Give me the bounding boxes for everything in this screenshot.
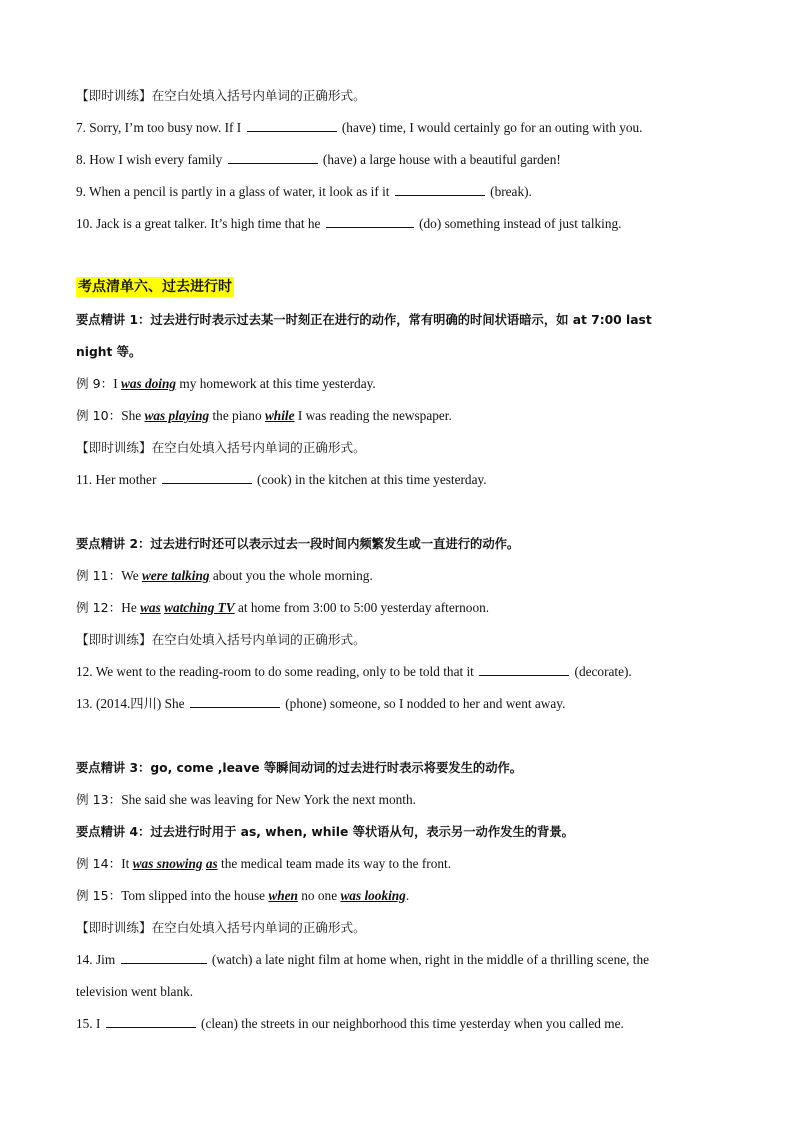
example-12 — [76, 599, 734, 617]
q12-text: 12. We went to the reading-room to do some reading, only to be told that it — [76, 664, 474, 679]
ex13-text: She said she was leaving for New York the next month. — [121, 792, 416, 807]
ex10-pre: She — [121, 408, 142, 423]
q15-text: 15. I — [76, 1016, 101, 1031]
ex13-label: 例 13： — [76, 792, 122, 807]
q13-hint: (phone) someone, so I nodded to her and went away. — [285, 696, 566, 711]
ex10-label: 例 10： — [76, 408, 122, 423]
question-8 — [76, 151, 734, 169]
q8-blank[interactable] — [228, 151, 318, 164]
key-point-1-cont: night 等。 — [76, 345, 142, 359]
q12-blank[interactable] — [479, 663, 569, 676]
question-15 — [76, 1015, 734, 1033]
ex10-emphasis-2: while — [264, 408, 295, 423]
key-point-4: 要点精讲 4：过去进行时用于 as, when, while 等状语从句，表示另一动作发生的背景。 — [76, 825, 574, 839]
ex14-emphasis-2: as — [205, 856, 218, 871]
ex9-label: 例 9： — [76, 376, 114, 391]
question-9 — [76, 183, 734, 201]
key-point-3: 要点精讲 3：go, come ,leave 等瞬间动词的过去进行时表示将要发生的动作。 — [76, 761, 523, 775]
ex11-post: about you the whole morning. — [212, 568, 373, 583]
ex12-emphasis-2: watching TV — [164, 600, 235, 615]
example-15 — [76, 887, 734, 905]
q9-hint: (break). — [490, 184, 532, 199]
practice-label-2: 【即时训练】在空白处填入括号内单词的正确形式。 — [76, 440, 366, 455]
q13-text: 13. (2014.四川) She — [76, 696, 185, 711]
q11-text: 11. Her mother — [76, 472, 157, 487]
ex12-emphasis: was — [140, 600, 161, 615]
example-10 — [76, 407, 734, 425]
q15-blank[interactable] — [106, 1015, 196, 1028]
section-title-line — [76, 278, 734, 296]
ex9-post: my homework at this time yesterday. — [179, 376, 376, 391]
ex9-pre: I — [113, 376, 118, 391]
q10-blank[interactable] — [326, 215, 414, 228]
q11-blank[interactable] — [162, 471, 252, 484]
question-13 — [76, 695, 734, 713]
ex11-label: 例 11： — [76, 568, 122, 583]
practice-label-3: 【即时训练】在空白处填入括号内单词的正确形式。 — [76, 632, 366, 647]
q7-hint: (have) time, I would certainly go for an outing with you. — [341, 120, 643, 135]
ex9-emphasis: was doing — [120, 376, 177, 391]
ex11-emphasis: were talking — [141, 568, 210, 583]
question-12 — [76, 663, 734, 681]
q14-blank[interactable] — [121, 951, 207, 964]
q9-text: 9. When a pencil is partly in a glass of water, it look as if it — [76, 184, 390, 199]
q9-blank[interactable] — [395, 183, 485, 196]
question-11 — [76, 471, 734, 489]
question-10 — [76, 215, 734, 233]
ex12-label: 例 12： — [76, 600, 122, 615]
ex12-post: at home from 3:00 to 5:00 yesterday afternoon. — [237, 600, 490, 615]
q8-hint: (have) a large house with a beautiful garden! — [322, 152, 561, 167]
q14-hint: (watch) a late night film at home when, right in the middle of a thrilling scene, the — [211, 952, 650, 967]
ex14-post: the medical team made its way to the front. — [221, 856, 452, 871]
ex14-emphasis: was snowing — [132, 856, 203, 871]
ex10-emphasis: was playing — [144, 408, 210, 423]
q15-hint: (clean) the streets in our neighborhood this time yesterday when you called me. — [201, 1016, 624, 1031]
q7-blank[interactable] — [247, 119, 337, 132]
q14-text: 14. Jim — [76, 952, 116, 967]
example-14 — [76, 855, 734, 873]
q8-text: 8. How I wish every family — [76, 152, 223, 167]
ex15-emphasis-2: was looking — [340, 888, 406, 903]
question-7 — [76, 119, 734, 137]
ex14-label: 例 14： — [76, 856, 122, 871]
ex15-pre: Tom slipped into the house — [121, 888, 266, 903]
ex14-pre: It — [121, 856, 130, 871]
question-14-cont: television went blank. — [76, 984, 194, 999]
key-point-1: 要点精讲 1：过去进行时表示过去某一时刻正在进行的动作，常有明确的时间状语暗示，如 at 7:00 last — [76, 313, 652, 327]
q10-hint: (do) something instead of just talking. — [419, 216, 622, 231]
ex10-post: I was reading the newspaper. — [297, 408, 452, 423]
example-11 — [76, 567, 734, 585]
example-13 — [76, 791, 734, 809]
ex15-label: 例 15： — [76, 888, 122, 903]
section-title: 考点清单六、过去进行时 — [78, 279, 232, 295]
question-14 — [76, 951, 734, 969]
q13-blank[interactable] — [190, 695, 280, 708]
practice-label-1: 【即时训练】在空白处填入括号内单词的正确形式。 — [76, 88, 366, 103]
ex11-pre: We — [121, 568, 139, 583]
ex15-emphasis: when — [268, 888, 298, 903]
q10-text: 10. Jack is a great talker. It’s high time that he — [76, 216, 321, 231]
ex12-pre: He — [121, 600, 137, 615]
q12-hint: (decorate). — [574, 664, 632, 679]
example-9 — [76, 375, 734, 393]
practice-label-4: 【即时训练】在空白处填入括号内单词的正确形式。 — [76, 920, 366, 935]
ex15-post: . — [405, 888, 410, 903]
q7-text: 7. Sorry, I’m too busy now. If I — [76, 120, 242, 135]
ex15-mid: no one — [301, 888, 338, 903]
key-point-2: 要点精讲 2：过去进行时还可以表示过去一段时间内频繁发生或一直进行的动作。 — [76, 537, 520, 551]
q11-hint: (cook) in the kitchen at this time yesterday. — [257, 472, 487, 487]
ex10-mid: the piano — [212, 408, 262, 423]
